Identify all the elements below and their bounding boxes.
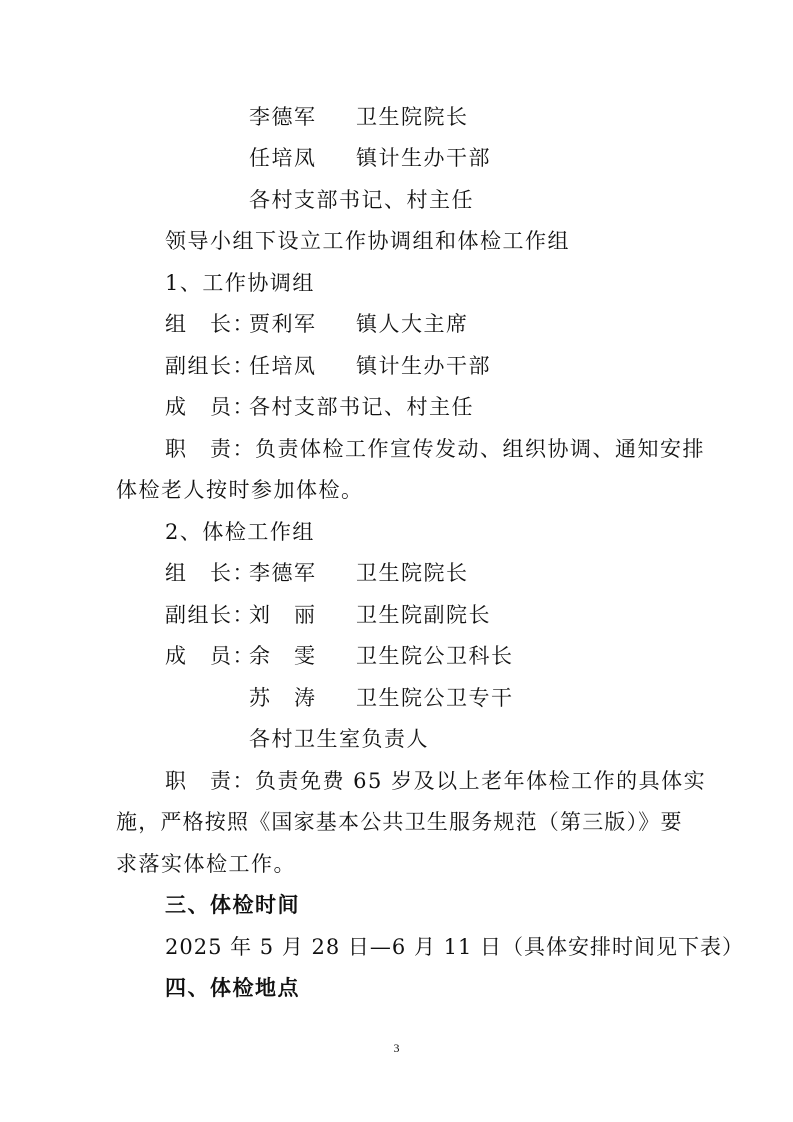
leader-title: 镇计生办干部 bbox=[356, 146, 491, 170]
leader-name: 任培凤 bbox=[249, 146, 317, 170]
exam-member-row: 各村卫生室负责人 bbox=[249, 727, 429, 751]
person-name: 刘 丽 bbox=[249, 603, 317, 627]
person-name: 李德军 bbox=[249, 561, 317, 585]
village-leaders: 各村支部书记、村主任 bbox=[249, 188, 474, 212]
role-label: 成 员： bbox=[165, 395, 255, 419]
person-title: 卫生院公卫专干 bbox=[356, 686, 514, 710]
person-name: 苏 涛 bbox=[249, 686, 317, 710]
role-label: 组 长： bbox=[165, 312, 255, 336]
person-title: 镇计生办干部 bbox=[356, 354, 491, 378]
exam-duty-line: 施，严格按照《国家基本公共卫生服务规范（第三版）》要 bbox=[116, 810, 683, 834]
person-name: 贾利军 bbox=[249, 312, 317, 336]
coord-duty-line: 职 责：负责体检工作宣传发动、组织协调、通知安排 bbox=[165, 437, 705, 461]
role-label: 副组长： bbox=[165, 354, 255, 378]
intro-paragraph: 领导小组下设立工作协调组和体检工作组 bbox=[165, 229, 570, 253]
role-label: 成 员： bbox=[165, 644, 255, 668]
exam-duty-line: 职 责：负责免费 65 岁及以上老年体检工作的具体实 bbox=[165, 769, 707, 793]
section-heading-location: 四、体检地点 bbox=[165, 976, 300, 1000]
person-name: 任培凤 bbox=[249, 354, 317, 378]
members-text: 各村支部书记、村主任 bbox=[249, 395, 474, 419]
coord-group-heading: 1、工作协调组 bbox=[165, 271, 315, 295]
role-label: 副组长： bbox=[165, 603, 255, 627]
exam-duty-line: 求落实体检工作。 bbox=[116, 852, 296, 876]
page-number: 3 bbox=[393, 1041, 400, 1055]
exam-time-text: 2025 年 5 月 28 日—6 月 11 日（具体安排时间见下表） bbox=[165, 935, 745, 959]
coord-duty-line: 体检老人按时参加体检。 bbox=[116, 478, 364, 502]
exam-group-heading: 2、体检工作组 bbox=[165, 520, 315, 544]
person-title: 卫生院副院长 bbox=[356, 603, 491, 627]
person-title: 卫生院公卫科长 bbox=[356, 644, 514, 668]
person-title: 镇人大主席 bbox=[356, 312, 469, 336]
person-title: 卫生院院长 bbox=[356, 561, 469, 585]
person-name: 余 雯 bbox=[249, 644, 317, 668]
leader-name: 李德军 bbox=[249, 105, 317, 129]
role-label: 组 长： bbox=[165, 561, 255, 585]
section-heading-time: 三、体检时间 bbox=[165, 893, 300, 917]
leader-title: 卫生院院长 bbox=[356, 105, 469, 129]
